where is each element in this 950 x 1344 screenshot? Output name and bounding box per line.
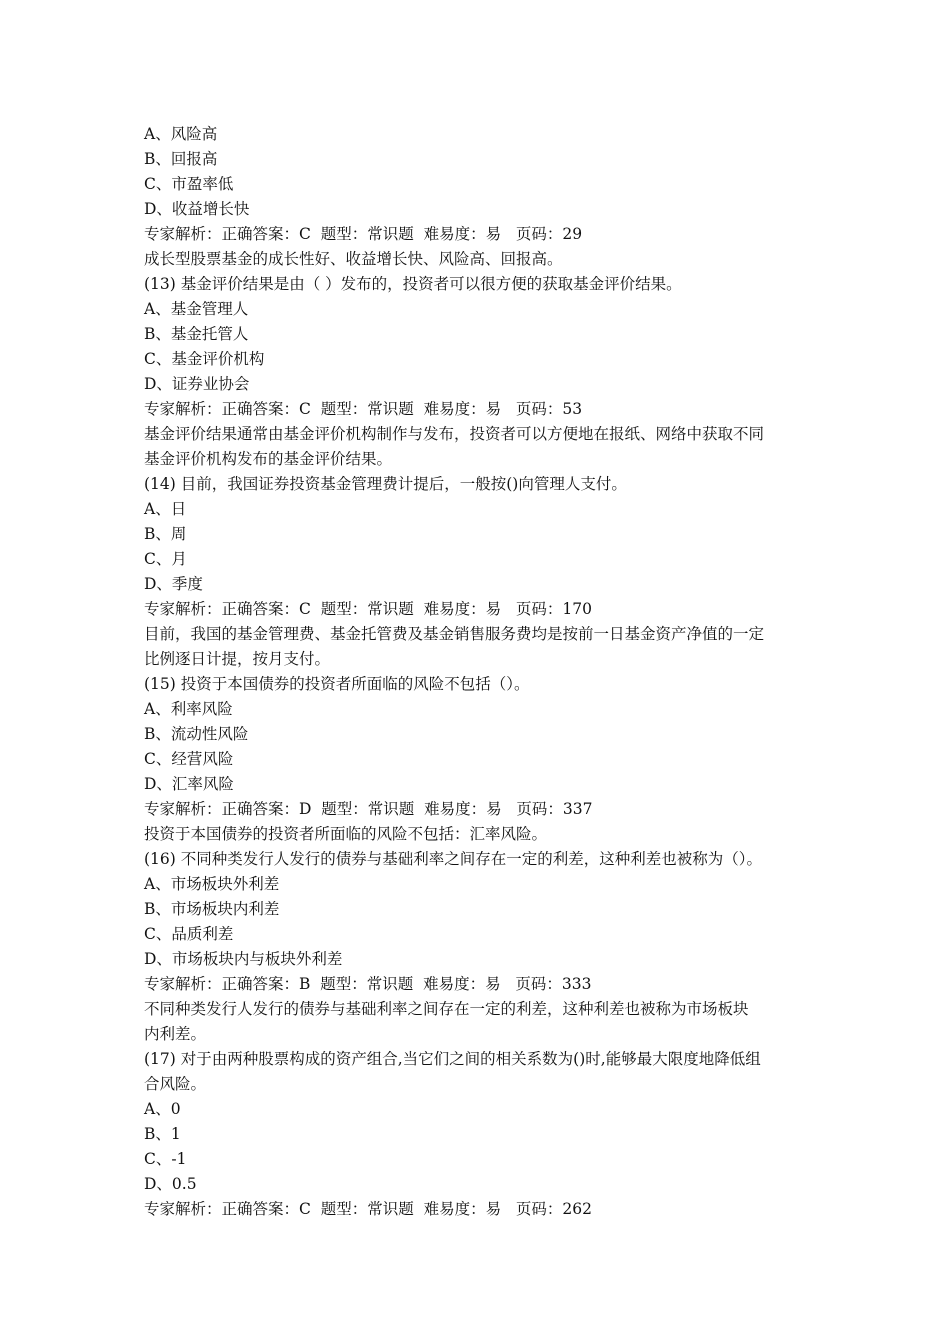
question-text: (16) 不同种类发行人发行的债券与基础利率之间存在一定的利差，这种利差也被称为（）。 <box>144 850 762 868</box>
answer-option: B、周 <box>144 525 187 543</box>
answer-option: A、基金管理人 <box>144 300 249 318</box>
question-text: (17) 对于由两种股票构成的资产组合,当它们之间的相关系数为()时,能够最大限度地降低组 <box>144 1050 761 1068</box>
answer-option: A、市场板块外利差 <box>144 875 280 893</box>
answer-option: C、经营风险 <box>144 750 234 768</box>
answer-option: D、汇率风险 <box>144 775 234 793</box>
answer-option: A、风险高 <box>144 125 218 143</box>
expert-analysis-line: 专家解析：正确答案：C 题型：常识题 难易度：易 页码：262 <box>144 1200 592 1218</box>
expert-analysis-line: 专家解析：正确答案：D 题型：常识题 难易度：易 页码：337 <box>144 800 593 818</box>
answer-option: C、-1 <box>144 1150 187 1168</box>
answer-option: D、季度 <box>144 575 203 593</box>
answer-option: B、市场板块内利差 <box>144 900 280 918</box>
answer-option: B、基金托管人 <box>144 325 249 343</box>
document-page <box>144 122 812 1222</box>
answer-option: A、0 <box>144 1100 181 1118</box>
explanation-text: 成长型股票基金的成长性好、收益增长快、风险高、回报高。 <box>144 250 563 268</box>
answer-option: A、利率风险 <box>144 700 233 718</box>
explanation-text: 内利差。 <box>144 1025 207 1043</box>
question-text: (13) 基金评价结果是由（ ）发布的，投资者可以很方便的获取基金评价结果。 <box>144 275 682 293</box>
expert-analysis-line: 专家解析：正确答案：B 题型：常识题 难易度：易 页码：333 <box>144 975 592 993</box>
question-text: 合风险。 <box>144 1075 207 1093</box>
question-text: (14) 目前，我国证券投资基金管理费计提后，一般按()向管理人支付。 <box>144 475 627 493</box>
expert-analysis-line: 专家解析：正确答案：C 题型：常识题 难易度：易 页码：53 <box>144 400 583 418</box>
answer-option: B、1 <box>144 1125 181 1143</box>
explanation-text: 基金评价机构发布的基金评价结果。 <box>144 450 393 468</box>
answer-option: C、月 <box>144 550 187 568</box>
answer-option: C、市盈率低 <box>144 175 234 193</box>
answer-option: D、市场板块内与板块外利差 <box>144 950 343 968</box>
explanation-text: 比例逐日计提，按月支付。 <box>144 650 331 668</box>
explanation-text: 基金评价结果通常由基金评价机构制作与发布，投资者可以方便地在报纸、网络中获取不同 <box>144 425 765 443</box>
answer-option: C、品质利差 <box>144 925 234 943</box>
expert-analysis-line: 专家解析：正确答案：C 题型：常识题 难易度：易 页码：170 <box>144 600 592 618</box>
answer-option: D、0.5 <box>144 1175 197 1193</box>
answer-option: B、流动性风险 <box>144 725 249 743</box>
answer-option: C、基金评价机构 <box>144 350 265 368</box>
explanation-text: 目前，我国的基金管理费、基金托管费及基金销售服务费均是按前一日基金资产净值的一定 <box>144 625 765 643</box>
expert-analysis-line: 专家解析：正确答案：C 题型：常识题 难易度：易 页码：29 <box>144 225 583 243</box>
question-text: (15) 投资于本国债券的投资者所面临的风险不包括（）。 <box>144 675 530 693</box>
answer-option: D、证券业协会 <box>144 375 250 393</box>
explanation-text: 投资于本国债券的投资者所面临的风险不包括：汇率风险。 <box>144 825 548 843</box>
answer-option: D、收益增长快 <box>144 200 250 218</box>
answer-option: B、回报高 <box>144 150 218 168</box>
answer-option: A、日 <box>144 500 187 518</box>
explanation-text: 不同种类发行人发行的债券与基础利率之间存在一定的利差，这种利差也被称为市场板块 <box>144 1000 749 1018</box>
